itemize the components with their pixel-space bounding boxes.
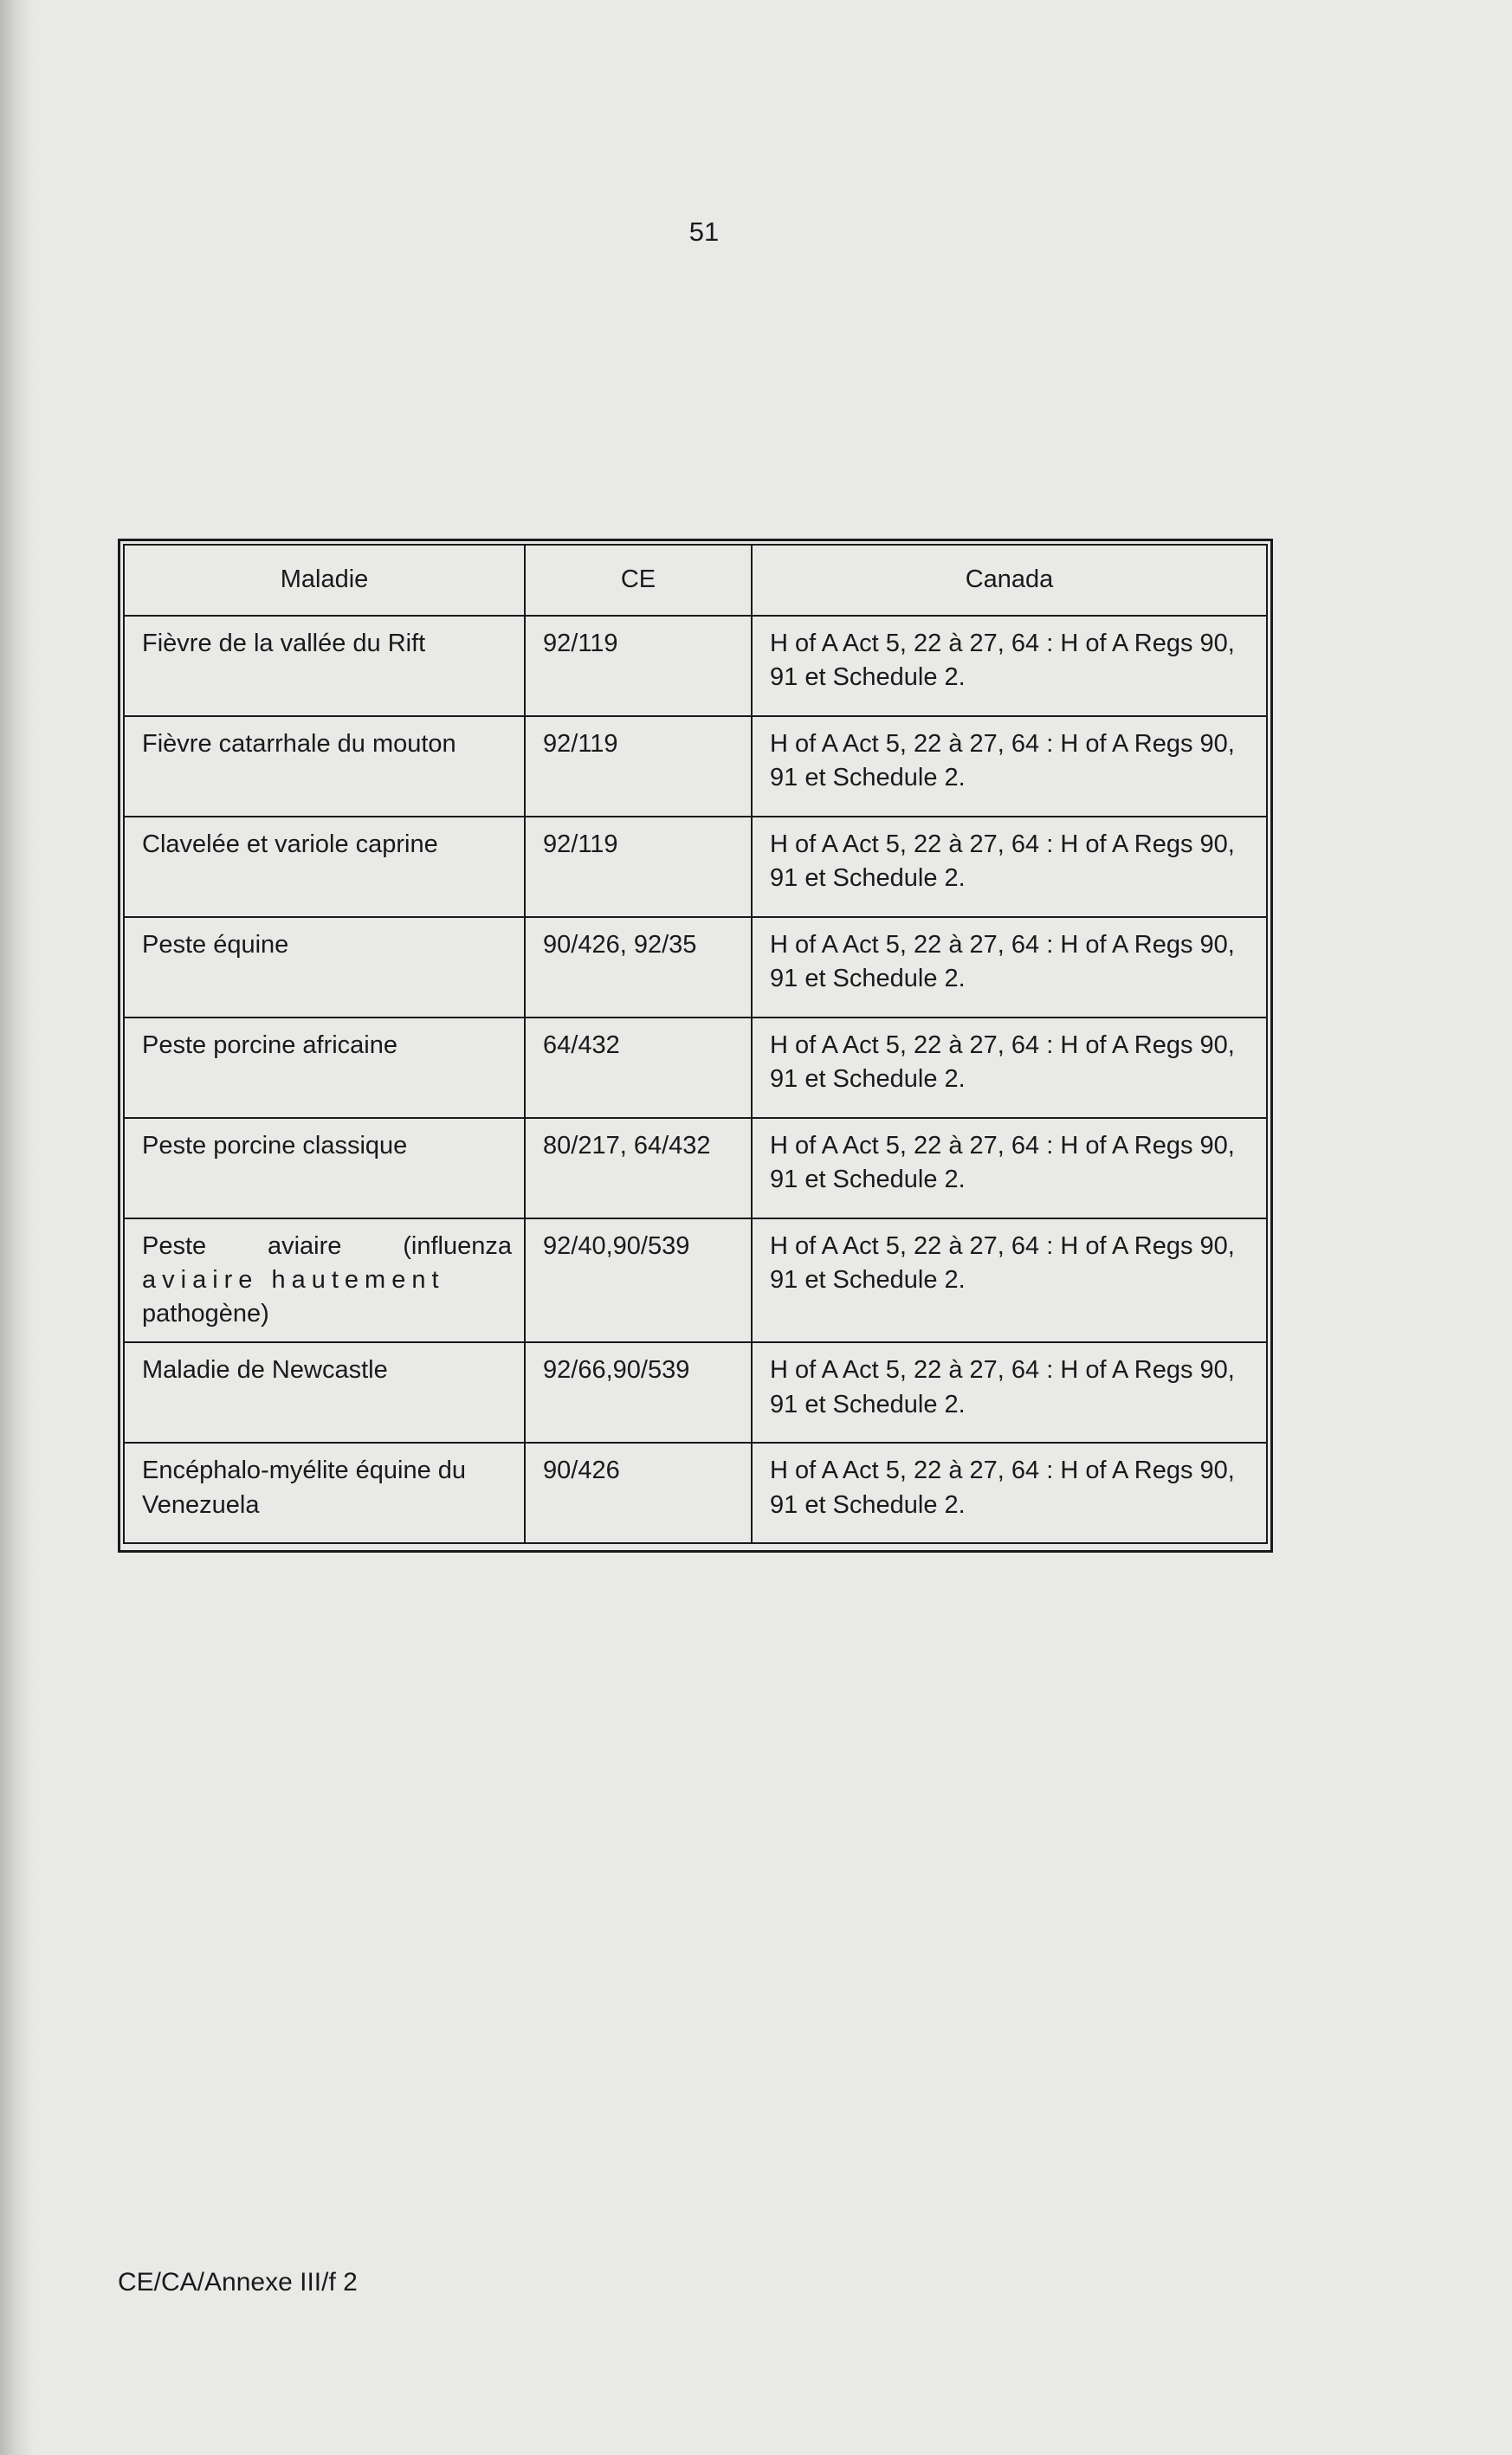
disease-cell: Encéphalo-myélite équine du Venezuela <box>124 1443 525 1543</box>
page-edge-shadow <box>0 0 35 2455</box>
table-row <box>124 1118 1267 1218</box>
canada-cell: H of A Act 5, 22 à 27, 64 : H of A Regs 90, 91 et Schedule 2. <box>752 716 1267 817</box>
disease-table <box>123 544 1268 1544</box>
table-row <box>124 716 1267 817</box>
header-disease: Maladie <box>124 545 525 616</box>
table-row <box>124 1443 1267 1543</box>
ce-cell: 80/217, 64/432 <box>525 1118 752 1218</box>
canada-cell: H of A Act 5, 22 à 27, 64 : H of A Regs 90, 91 et Schedule 2. <box>752 616 1267 716</box>
table-row <box>124 817 1267 917</box>
disease-cell: Fièvre de la vallée du Rift <box>124 616 525 716</box>
disease-cell: Maladie de Newcastle <box>124 1342 525 1443</box>
disease-cell: Peste porcine classique <box>124 1118 525 1218</box>
header-ce: CE <box>525 545 752 616</box>
disease-table-frame <box>118 539 1273 1553</box>
header-canada: Canada <box>752 545 1267 616</box>
table-row <box>124 1342 1267 1443</box>
table-row <box>124 1018 1267 1118</box>
disease-cell <box>124 1218 525 1342</box>
canada-cell: H of A Act 5, 22 à 27, 64 : H of A Regs 90, 91 et Schedule 2. <box>752 1018 1267 1118</box>
ce-cell: 92/119 <box>525 616 752 716</box>
disease-cell: Peste équine <box>124 917 525 1018</box>
canada-cell: H of A Act 5, 22 à 27, 64 : H of A Regs 90, 91 et Schedule 2. <box>752 817 1267 917</box>
document-reference-footer: CE/CA/Annexe III/f 2 <box>118 2268 358 2297</box>
ce-cell: 90/426 <box>525 1443 752 1543</box>
table-row <box>124 616 1267 716</box>
disease-cell: Peste porcine africaine <box>124 1018 525 1118</box>
disease-cell: Fièvre catarrhale du mouton <box>124 716 525 817</box>
canada-cell: H of A Act 5, 22 à 27, 64 : H of A Regs 90, 91 et Schedule 2. <box>752 1342 1267 1443</box>
disease-cell: Clavelée et variole caprine <box>124 817 525 917</box>
canada-cell: H of A Act 5, 22 à 27, 64 : H of A Regs 90, 91 et Schedule 2. <box>752 1118 1267 1218</box>
ce-cell: 92/119 <box>525 817 752 917</box>
table-header-row <box>124 545 1267 616</box>
canada-cell: H of A Act 5, 22 à 27, 64 : H of A Regs 90, 91 et Schedule 2. <box>752 1443 1267 1543</box>
canada-cell: H of A Act 5, 22 à 27, 64 : H of A Regs 90, 91 et Schedule 2. <box>752 1218 1267 1342</box>
ce-cell: 92/40,90/539 <box>525 1218 752 1342</box>
page-number: 51 <box>688 216 720 247</box>
ce-cell: 64/432 <box>525 1018 752 1118</box>
disease-line: aviaire hautement <box>142 1266 445 1295</box>
canada-cell: H of A Act 5, 22 à 27, 64 : H of A Regs 90, 91 et Schedule 2. <box>752 917 1267 1018</box>
table-row <box>124 1218 1267 1342</box>
disease-line: pathogène) <box>142 1300 269 1328</box>
ce-cell: 92/66,90/539 <box>525 1342 752 1443</box>
table-row <box>124 917 1267 1018</box>
disease-line: Peste aviaire (influenza <box>142 1232 512 1260</box>
ce-cell: 90/426, 92/35 <box>525 917 752 1018</box>
ce-cell: 92/119 <box>525 716 752 817</box>
